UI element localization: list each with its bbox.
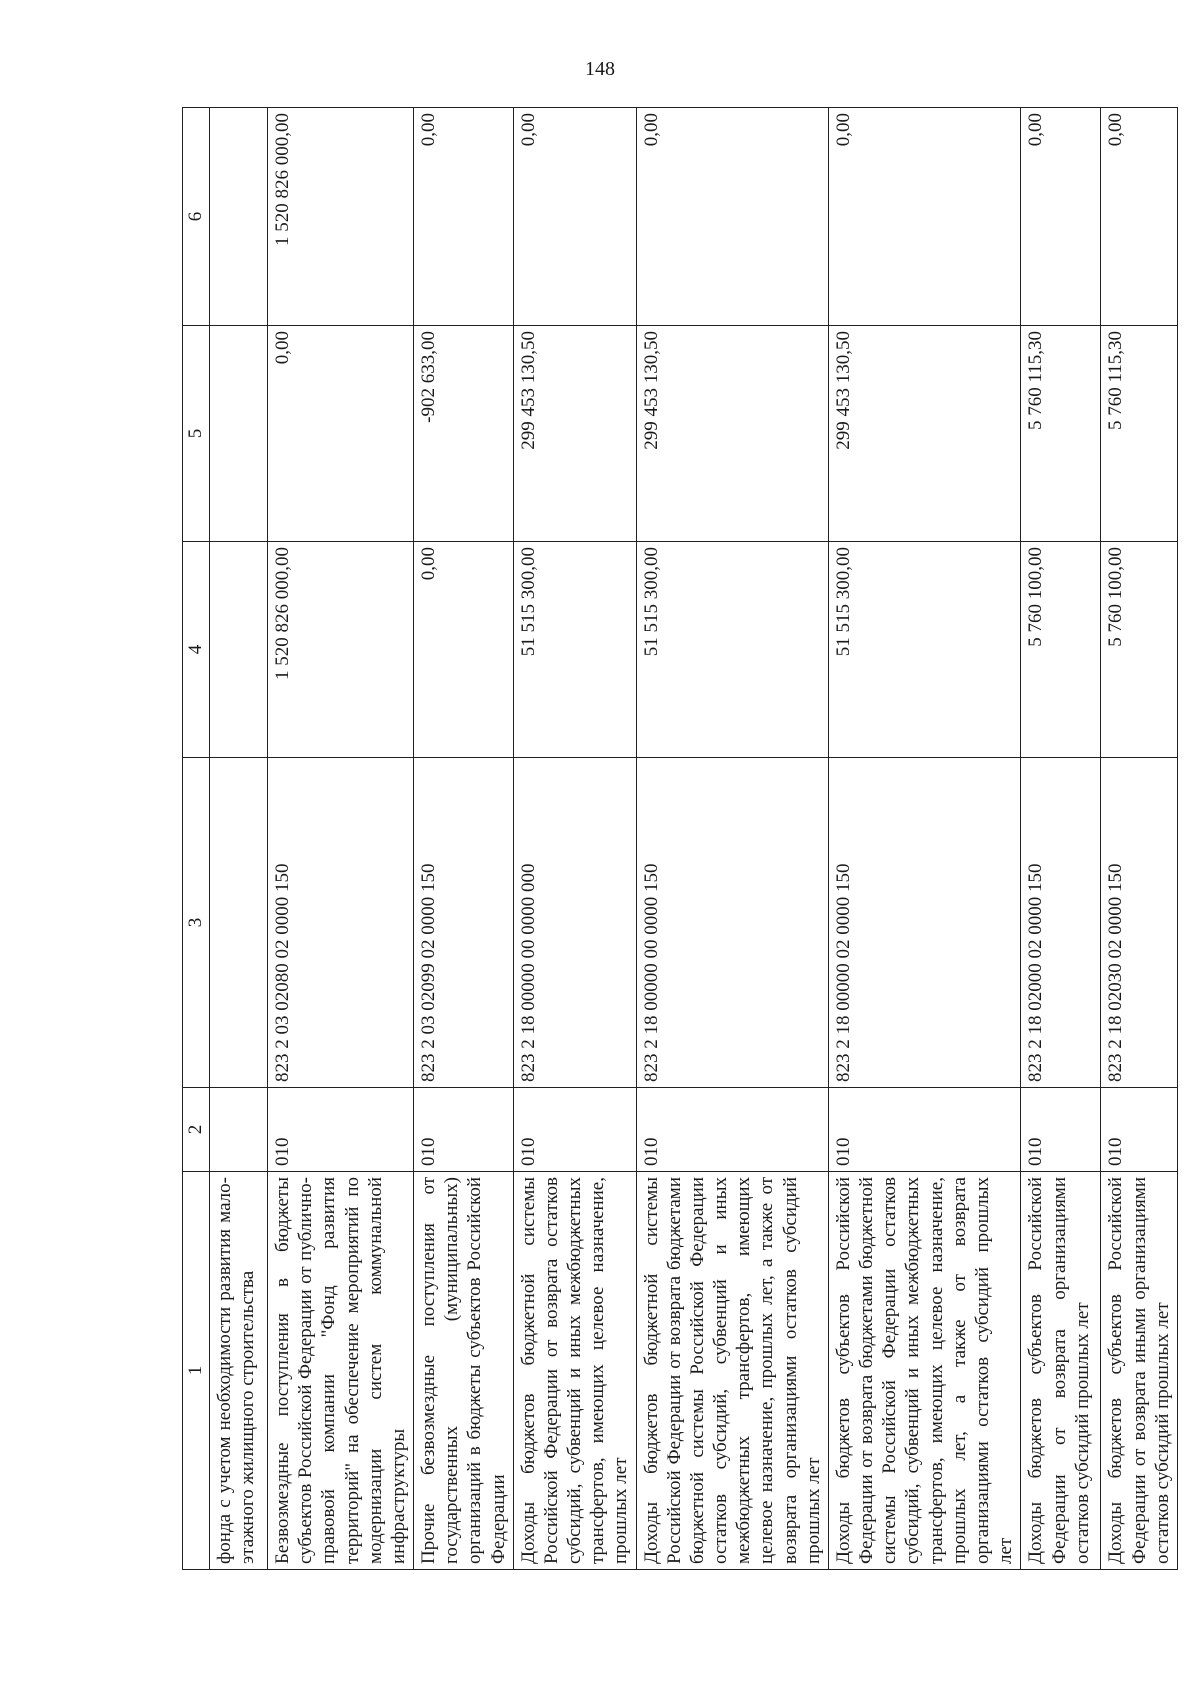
row-col4-value: 5 760 100,00 (1101, 542, 1178, 758)
row-col6-value: 0,00 (1021, 108, 1101, 326)
table-row (513, 108, 636, 1570)
row-name: Доходы бюджетов субъектов Российской Федерации от возврата организациями остатков субсидий прошлых лет (1021, 1172, 1101, 1570)
row-col6-value: 1 520 826 000,00 (268, 108, 414, 326)
row-name: Доходы бюджетов субъектов Российской Федерации от возврата иными организациями остатков субсидий прошлых лет (1101, 1172, 1178, 1570)
row-col6-value: 0,00 (1101, 108, 1178, 326)
row-col5-value: 299 453 130,50 (636, 326, 828, 542)
row-col5-value: 5 760 115,30 (1021, 326, 1101, 542)
table-row (1101, 108, 1178, 1570)
row-col6-value: 0,00 (414, 108, 514, 326)
table-row (268, 108, 414, 1570)
row-col6-value: 0,00 (828, 108, 1020, 326)
row-col6-value (210, 108, 268, 326)
table-row (636, 108, 828, 1570)
header-col-2: 2 (183, 1088, 210, 1172)
row-name: фонда с учетом необходимости развития мало-этажного жилищного строительства (210, 1172, 268, 1570)
row-budget-code: 823 2 18 02000 02 0000 150 (1021, 758, 1101, 1088)
row-budget-code (210, 758, 268, 1088)
row-name: Доходы бюджетов бюджетной системы Российской Федерации от возврата бюджетами бюджетной системы Российской Федерации остатков субсидий, субвенций и иных межбюджетных трансфертов, имеющих целевое назначение, прошлых лет, а также от возврата организациями остатков субсидий прошлых лет (636, 1172, 828, 1570)
row-col5-value: 299 453 130,50 (513, 326, 636, 542)
header-col-5: 5 (183, 326, 210, 542)
row-line-code (210, 1088, 268, 1172)
header-col-1: 1 (183, 1172, 210, 1570)
row-col4-value: 5 760 100,00 (1021, 542, 1101, 758)
budget-table-rotated (182, 108, 1173, 1570)
row-name: Прочие безвозмездные поступления от государственных (муниципальных) организаций в бюджеты субъектов Российской Федерации (414, 1172, 514, 1570)
row-name: Безвозмездные поступления в бюджеты субъектов Российской Федерации от публично-правовой компании "Фонд развития территорий" на обеспечение мероприятий по модернизации систем коммунальной инфраструктуры (268, 1172, 414, 1570)
row-col4-value: 1 520 826 000,00 (268, 542, 414, 758)
row-col4-value: 51 515 300,00 (636, 542, 828, 758)
row-line-code: 010 (513, 1088, 636, 1172)
table-row (414, 108, 514, 1570)
row-col4-value: 51 515 300,00 (513, 542, 636, 758)
row-budget-code: 823 2 18 00000 02 0000 150 (828, 758, 1020, 1088)
row-col5-value: 5 760 115,30 (1101, 326, 1178, 542)
row-name: Доходы бюджетов субъектов Российской Федерации от возврата бюджетами бюджетной системы Российской Федерации остатков субсидий, субвенций и иных межбюджетных трансфертов, имеющих целевое назначение, прошлых лет, а также от возврата организациями остатков субсидий прошлых лет (828, 1172, 1020, 1570)
table-row (828, 108, 1020, 1570)
table-row (210, 108, 268, 1570)
row-line-code: 010 (414, 1088, 514, 1172)
budget-table (182, 107, 1178, 1570)
row-line-code: 010 (268, 1088, 414, 1172)
row-col6-value: 0,00 (513, 108, 636, 326)
row-budget-code: 823 2 03 02099 02 0000 150 (414, 758, 514, 1088)
page-number: 148 (585, 58, 615, 80)
table-header-row (183, 108, 210, 1570)
header-col-4: 4 (183, 542, 210, 758)
row-budget-code: 823 2 18 02030 02 0000 150 (1101, 758, 1178, 1088)
row-col5-value: -902 633,00 (414, 326, 514, 542)
row-col5-value: 0,00 (268, 326, 414, 542)
row-budget-code: 823 2 18 00000 00 0000 150 (636, 758, 828, 1088)
row-col4-value: 0,00 (414, 542, 514, 758)
row-col6-value: 0,00 (636, 108, 828, 326)
row-line-code: 010 (828, 1088, 1020, 1172)
row-line-code: 010 (1101, 1088, 1178, 1172)
row-line-code: 010 (1021, 1088, 1101, 1172)
row-col4-value: 51 515 300,00 (828, 542, 1020, 758)
row-name: Доходы бюджетов бюджетной системы Российской Федерации от возврата остатков субсидий, субвенций и иных межбюджетных трансфертов, имеющих целевое назначение, прошлых лет (513, 1172, 636, 1570)
row-line-code: 010 (636, 1088, 828, 1172)
row-budget-code: 823 2 03 02080 02 0000 150 (268, 758, 414, 1088)
table-row (1021, 108, 1101, 1570)
row-col5-value (210, 326, 268, 542)
header-col-3: 3 (183, 758, 210, 1088)
header-col-6: 6 (183, 108, 210, 326)
row-col5-value: 299 453 130,50 (828, 326, 1020, 542)
row-col4-value (210, 542, 268, 758)
row-budget-code: 823 2 18 00000 00 0000 000 (513, 758, 636, 1088)
